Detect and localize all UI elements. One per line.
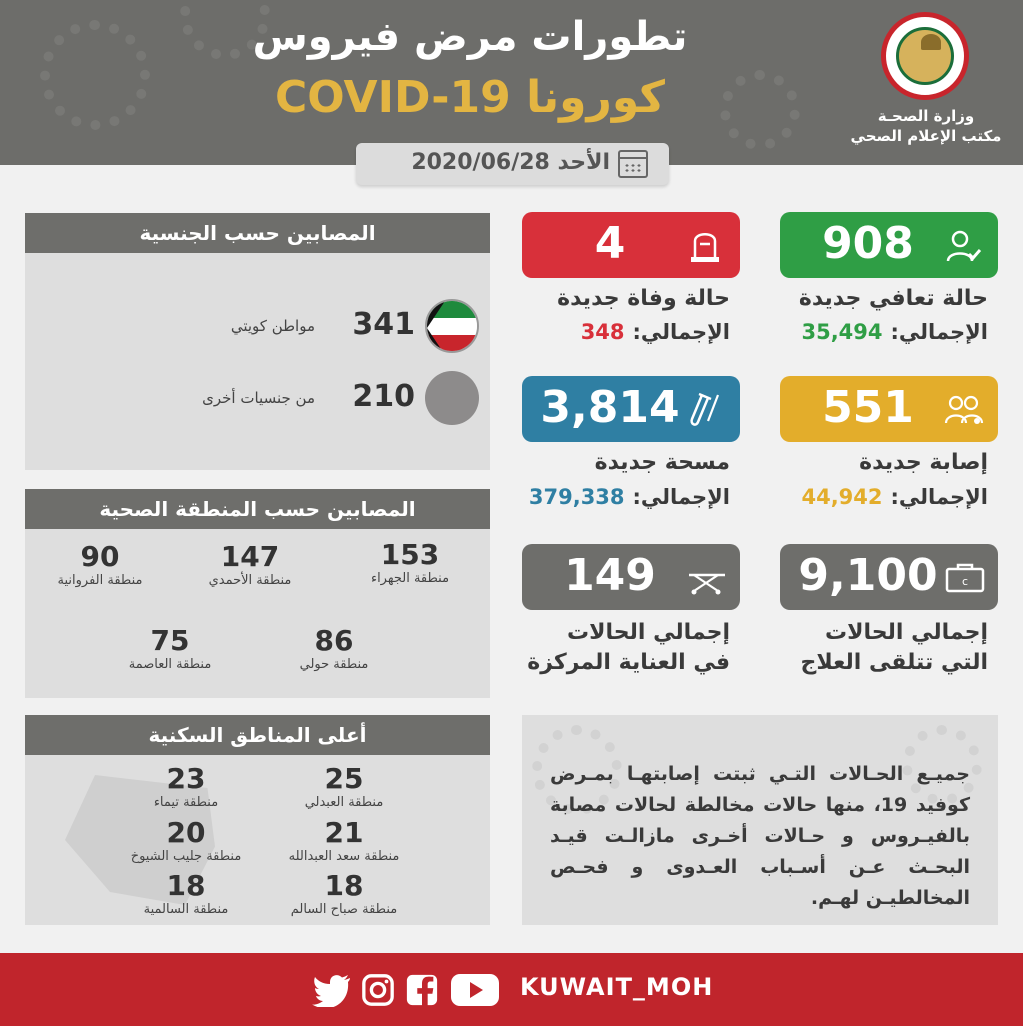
- facebook-icon[interactable]: [404, 973, 440, 1007]
- swabs-label: مسحة جديدة: [594, 450, 730, 475]
- infections-card: [780, 376, 998, 442]
- region-item: 86 منطقة حولي: [299, 624, 369, 672]
- info-note-text: جميـع الحـالات التـي ثبتت إصابتهـا بمـرض كوفيد 19، منها حالات مخالطة لحالات مصابة بالفيـروس و حـالات أخـرى مازالـت قيـد البحـث عـن أسـباب العـدوى و فحـص المخالطيـن لهـم.: [550, 763, 970, 909]
- kuwait-flag-icon: [425, 299, 479, 353]
- recovered-label: حالة تعافي جديدة: [798, 286, 988, 311]
- social-handle[interactable]: KUWAIT_MOH: [520, 973, 714, 1001]
- header-banner: [0, 0, 1023, 165]
- deaths-card: [522, 212, 740, 278]
- info-note-box: [522, 715, 998, 925]
- deaths-value: 4: [594, 218, 626, 269]
- area-item: 18 منطقة السالمية: [143, 869, 229, 917]
- infections-total: الإجمالي:44,942: [801, 485, 988, 509]
- top-areas-title: أعلى المناطق السكنية: [25, 715, 490, 755]
- other-nationality-row: [175, 371, 480, 427]
- nationality-panel: [25, 213, 490, 470]
- nationality-title: المصابين حسب الجنسية: [25, 213, 490, 253]
- tombstone-icon: [686, 227, 724, 265]
- youtube-icon[interactable]: [450, 973, 500, 1007]
- svg-text:c: c: [961, 575, 969, 588]
- treatment-label: إجمالي الحالات التي تتلقى العلاج: [800, 620, 988, 675]
- icu-card: [522, 544, 740, 610]
- people-virus-icon: [944, 391, 982, 429]
- area-item: 18 منطقة صباح السالم: [290, 869, 398, 917]
- area-item: 25 منطقة العبدلي: [304, 762, 384, 810]
- virus-decoration: [720, 70, 800, 150]
- page-title: تطورات مرض فيروس: [252, 14, 688, 60]
- footer-bar: [0, 953, 1023, 1026]
- ministry-name: وزارة الصحـة مكتب الإعلام الصحي: [850, 107, 1002, 145]
- infections-label: إصابة جديدة: [859, 450, 988, 475]
- deaths-label: حالة وفاة جديدة: [557, 286, 730, 311]
- twitter-icon[interactable]: [312, 973, 352, 1007]
- other-nationality-label: من جنسيات أخرى: [202, 389, 315, 407]
- swabs-total: الإجمالي:379,338: [528, 485, 730, 509]
- swabs-card: [522, 376, 740, 442]
- date-text: الأحد 2020/06/28: [411, 150, 610, 175]
- area-item: 23 منطقة تيماء: [153, 762, 219, 810]
- treatment-value: 9,100: [798, 550, 938, 601]
- test-tube-icon: [686, 391, 724, 429]
- region-item: 153 منطقة الجهراء: [370, 538, 450, 586]
- swabs-value: 3,814: [540, 382, 680, 433]
- recovered-total: الإجمالي:35,494: [801, 320, 988, 344]
- kuwaiti-row: [175, 299, 480, 355]
- kuwait-emblem-icon: [881, 12, 969, 100]
- calendar-icon: [618, 150, 648, 178]
- medicine-box-icon: [944, 559, 982, 597]
- page-subtitle: كورونا COVID-19: [275, 72, 665, 123]
- recovered-value: 908: [822, 218, 914, 269]
- kuwaiti-value: 341: [352, 307, 415, 342]
- date-badge: [356, 143, 669, 185]
- ministry-logo: [836, 12, 1016, 152]
- kuwaiti-label: مواطن كويتي: [230, 317, 315, 335]
- user-check-icon: [944, 227, 982, 265]
- region-item: 90 منطقة الفروانية: [57, 540, 143, 588]
- area-item: 20 منطقة جليب الشيوخ: [130, 816, 242, 864]
- region-item: 75 منطقة العاصمة: [128, 624, 212, 672]
- other-nationality-value: 210: [352, 379, 415, 414]
- health-regions-title: المصابين حسب المنطقة الصحية: [25, 489, 490, 529]
- icu-value: 149: [564, 550, 656, 601]
- top-areas-panel: [25, 715, 490, 925]
- stretcher-icon: [686, 559, 724, 597]
- area-item: 21 منطقة سعد العبدالله: [288, 816, 400, 864]
- deaths-total: الإجمالي:348: [580, 320, 730, 344]
- health-regions-panel: [25, 489, 490, 698]
- virus-decoration: [40, 20, 150, 130]
- icu-label: إجمالي الحالات في العناية المركزة: [527, 620, 730, 675]
- treatment-card: [780, 544, 998, 610]
- infections-value: 551: [822, 382, 914, 433]
- region-item: 147 منطقة الأحمدي: [208, 540, 292, 588]
- instagram-icon[interactable]: [360, 973, 396, 1007]
- other-nationality-icon: [425, 371, 479, 425]
- recovered-card: [780, 212, 998, 278]
